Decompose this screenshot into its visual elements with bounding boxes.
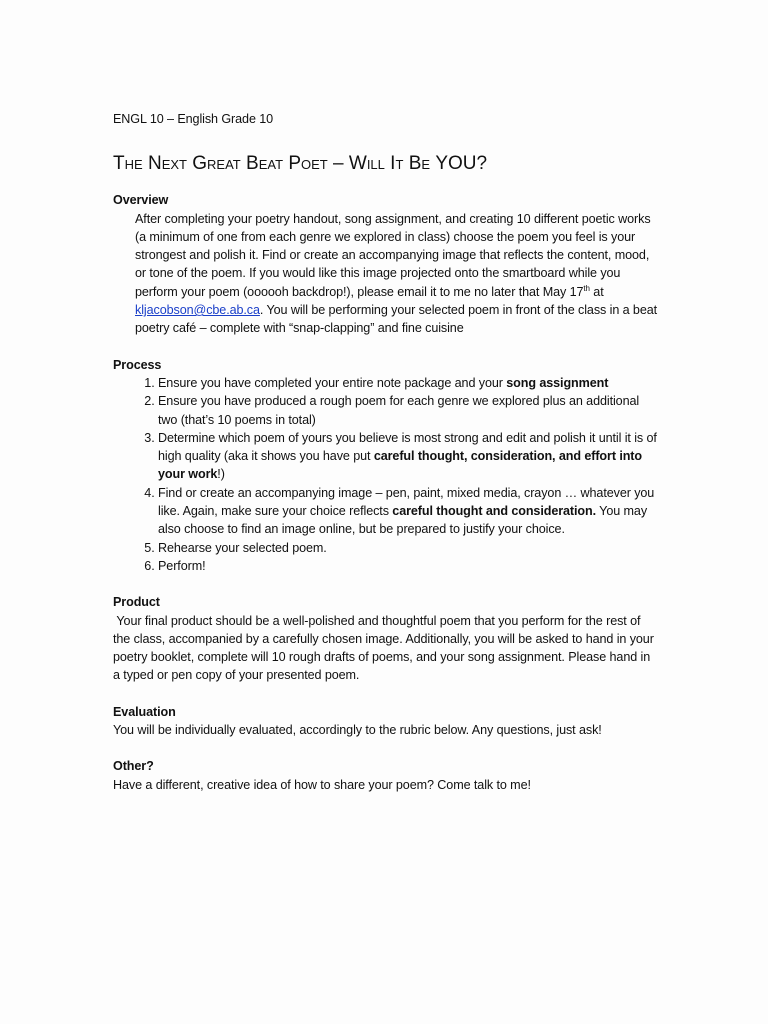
step-text: Ensure you have produced a rough poem for each genre we explored plus an additional two (that’s 10 poems in total) xyxy=(158,394,640,427)
overview-text-part: at xyxy=(589,284,604,299)
title-part: P xyxy=(288,153,302,175)
title-part: I xyxy=(390,153,396,175)
title-part: ill xyxy=(366,153,391,175)
step-bold-text: song assignment xyxy=(506,375,609,390)
step-text: Find or create an accompanying image – pen, paint, mixed media, crayon … whatever you like. Again, make sure your choice reflects xyxy=(158,485,655,519)
process-step xyxy=(158,392,658,429)
title-part: ext xyxy=(161,153,193,175)
step-text: !) xyxy=(217,467,225,482)
title-part: N xyxy=(147,153,162,175)
step-bold-text: careful thought and consideration. xyxy=(392,504,597,519)
product-text: Your final product should be a well-polished and thoughtful poem that you perform for the rest of the class, accompanied by a carefully chosen image. Additionally, you will be asked to hand in your poetry booklet, complete will 10 rough drafts of poems, and your song assignment. Please hand in a typed or pen copy of your presented poem. xyxy=(113,613,658,683)
page-title xyxy=(113,152,658,176)
process-steps-list xyxy=(113,374,658,575)
email-link[interactable]: kljacobson@cbe.ab.ca xyxy=(135,303,260,318)
step-text: Rehearse your selected poem. xyxy=(158,540,327,555)
step-text: Ensure you have completed your entire note package and your xyxy=(158,375,507,390)
title-part: YOU? xyxy=(435,153,488,175)
step-bold-text: careful thought, consideration, and effort into your work xyxy=(158,449,642,482)
title-part: eat xyxy=(258,153,289,175)
title-part: B xyxy=(408,153,422,175)
process-heading: Process xyxy=(113,357,162,372)
title-part: he xyxy=(124,153,148,175)
step-text: You may also choose to find an image online, but be prepared to justify your choice. xyxy=(158,504,648,537)
process-step xyxy=(158,539,658,557)
title-part: B xyxy=(246,153,259,175)
process-step xyxy=(158,374,658,392)
overview-text-part: . You will be performing your selected poem in front of the class in a beat poetry café – complete with “snap-clapping” and fine cuisine xyxy=(135,303,658,336)
title-part: T xyxy=(113,153,125,175)
overview-text xyxy=(135,210,658,338)
process-step xyxy=(158,557,658,575)
step-text: Perform! xyxy=(158,558,206,573)
course-label: ENGL 10 – English Grade 10 xyxy=(113,112,274,126)
overview-text-part: After completing your poetry handout, song assignment, and creating 10 different poetic works (a minimum of one from each genre we explored in class) choose the poem you feel is your strongest and polish it. Find or create an accompanying image that reflects the content, mood, or tone of the poem. If you would like this image projected onto the smartboard while you perform your poem (oooooh backdrop!), please email it to me no later that May 17 xyxy=(135,211,651,299)
evaluation-text: You will be individually evaluated, accordingly to the rubric below. Any questions, just ask! xyxy=(113,723,602,738)
title-part: oet – xyxy=(301,153,349,175)
product-heading: Product xyxy=(113,595,160,610)
overview-heading: Overview xyxy=(113,193,169,208)
title-part: W xyxy=(348,153,367,175)
process-step xyxy=(158,484,658,539)
other-text: Have a different, creative idea of how to share your poem? Come talk to me! xyxy=(113,777,531,792)
date-suffix: th xyxy=(583,283,590,293)
title-part: t xyxy=(395,153,409,175)
process-step xyxy=(158,429,658,484)
title-part: G xyxy=(192,153,208,175)
evaluation-heading: Evaluation xyxy=(113,704,176,719)
title-part: reat xyxy=(207,153,247,175)
other-heading: Other? xyxy=(113,759,154,774)
title-part: e xyxy=(421,153,436,175)
step-text: Determine which poem of yours you believe is most strong and edit and polish it until it is of high quality (aka it shows you have put xyxy=(158,430,657,464)
